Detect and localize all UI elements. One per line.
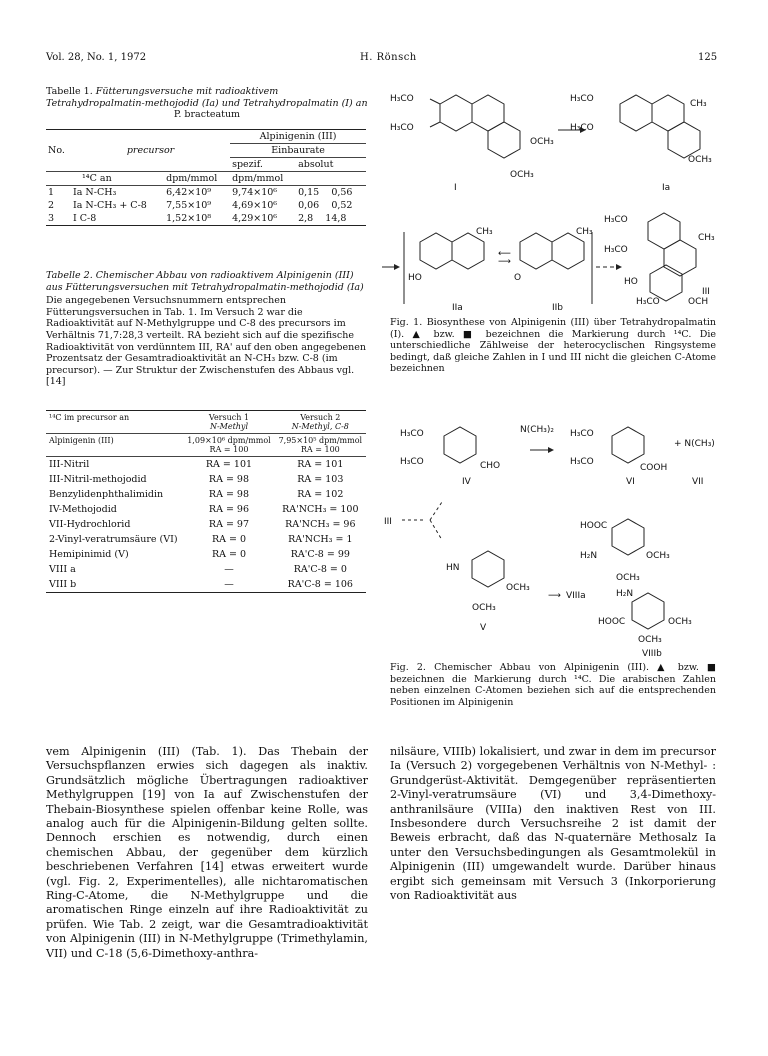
table1-caption-line2: P. bracteatum bbox=[173, 109, 241, 121]
table1-col-einbaurate: Einbaurate bbox=[230, 144, 366, 158]
group-och3: OCH₃ bbox=[688, 155, 712, 165]
table-row bbox=[46, 212, 366, 226]
group-och3: OCH₃ bbox=[530, 137, 554, 147]
body-text-left: vem Alpinigenin (III) (Tab. 1). Das Thebain der Versuchspflanzen erwies sich dagegen als inaktiv. Grundsätzlich mögliche Übertragungen radioaktiver Methylgruppen [19] von Ia auf Zwischenstufen der Thebain-Biosynthese spielen offenbar keine Rolle, was analog auch für die Alpinigenin-Bildung gelten sollte. Dennoch erschien es notwendig, durch einen chemischen Abbau, der gegenüber dem kürzlich beschriebenen Verfahren [14] etwas erweitert wurde (vgl. Fig. 2, Experimentelles), alle nichtaromatischen Ring-C-Atome, die N-Methylgruppe und die aromatischen Ringe einzeln auf ihre Radioaktivität zu prüfen. Wie Tab. 2 zeigt, war die Gesamtradioaktivität von Alpinigenin (III) in N-Methylgruppe (Trimethylamin, VII) und C-18 (5,6-Dimethoxy-anthra- bbox=[46, 745, 368, 960]
structure-label-VIIIb: VIIIb bbox=[642, 649, 662, 659]
group-och3: OCH₃ bbox=[506, 583, 530, 593]
table1-cell: 0,06 bbox=[298, 200, 320, 211]
table2-v1: RA = 0 bbox=[211, 549, 246, 560]
table1-col-precursor: precursor bbox=[126, 145, 175, 156]
figure1-diagram bbox=[380, 82, 730, 312]
table1 bbox=[46, 129, 366, 226]
table2-h-c-an: ¹⁴C im precursor an bbox=[49, 413, 130, 422]
structure-label-III: III bbox=[702, 287, 710, 297]
page-number: 125 bbox=[698, 52, 718, 63]
group-h3co: H₃CO bbox=[400, 429, 424, 439]
table1-cell: 14,8 bbox=[325, 213, 347, 224]
group-ch3: CH₃ bbox=[698, 233, 715, 243]
structure-label-V: V bbox=[480, 623, 487, 633]
table1-cell: 3 bbox=[48, 213, 55, 224]
structure-label-Ia: Ia bbox=[662, 183, 671, 193]
table-row bbox=[46, 186, 366, 200]
table-row bbox=[46, 457, 366, 473]
table1-cell: 0,52 bbox=[331, 200, 353, 211]
table2-name: IV-Methojodid bbox=[49, 504, 117, 515]
structure-IV bbox=[400, 425, 554, 487]
group-nch3: N(CH₃)₂ bbox=[520, 425, 555, 435]
table2-h-v1d: RA = 100 bbox=[209, 445, 249, 454]
group-hooc: HOOC bbox=[580, 521, 608, 531]
table2-caption: Tabelle 2. Chemischer Abbau von radioaktivem Alpinigenin (III) aus Fütterungsversuchen mit Tetrahydropalmatin-methojodid (Ia) bbox=[46, 270, 364, 293]
table1-col-absolut: absolut bbox=[298, 159, 334, 170]
table1-cell: Ia N-CH₃ bbox=[72, 187, 117, 198]
table-row bbox=[46, 532, 366, 547]
table2-note: Die angegebenen Versuchsnummern entsprechen Fütterungsversuchen in Tab. 1. Im Versuch 2 war die Radioaktivität auf N-Methylgruppe und C-8 des precursors im Verhältnis 71,7:28,3 verteilt. RA bezieht sich auf die spezifische Radioaktivität von verdünntem III, RA' auf den oben angegebenen Prozentsatz der Gesamtradioaktivität an N-CH₃ bzw. C-8 (im precursor). — Zur Struktur der Zwischenstufen des Abbaus vgl. [14] bbox=[46, 295, 366, 388]
table1-sub-c-an: ¹⁴C an bbox=[82, 173, 112, 184]
table2-v2: RA'C-8 = 0 bbox=[293, 564, 347, 575]
group-h3co: H₃CO bbox=[570, 457, 594, 467]
group-h3co: H₃CO bbox=[604, 215, 628, 225]
table2-name: VIII b bbox=[49, 579, 77, 590]
group-h2n: H₂N bbox=[580, 551, 598, 561]
group-och3: OCH₃ bbox=[646, 551, 670, 561]
group-h3co: H₃CO bbox=[400, 457, 424, 467]
group-ch3: CH₃ bbox=[690, 99, 707, 109]
structure-VI bbox=[570, 427, 667, 487]
table-row bbox=[46, 547, 366, 562]
table1-cell: 2,8 bbox=[298, 213, 314, 224]
figure2-diagram bbox=[380, 420, 730, 660]
group-och3: OCH₃ bbox=[668, 617, 692, 627]
table2-v2: RA = 103 bbox=[297, 474, 344, 485]
figure2-caption: Fig. 2. Chemischer Abbau von Alpinigenin (III). ▲ bzw. ■ bezeichnen die Markierung durch ¹⁴C. Die arabischen Zahlen neben einzelnen C-Atomen beziehen sich auf die entsprechenden Positionen im Alpinigenin bbox=[390, 662, 716, 708]
table1-cell: 2 bbox=[48, 200, 55, 211]
table1-cell: Ia N-CH₃ + C-8 bbox=[72, 200, 147, 211]
group-h3co: H₃CO bbox=[570, 94, 594, 104]
table2-v2: RA'NCH₃ = 96 bbox=[285, 519, 356, 530]
table2-v2: RA = 101 bbox=[297, 459, 344, 470]
table1-cell: 7,55×10⁹ bbox=[166, 200, 212, 211]
table2-name: Hemipinimid (V) bbox=[49, 549, 129, 560]
group-hn: HN bbox=[446, 563, 460, 573]
group-o: O bbox=[514, 273, 522, 283]
structure-label-VIIIa: VIIIa bbox=[566, 591, 586, 601]
table2-h-v1c: 1,09×10⁶ dpm/mmol bbox=[187, 436, 271, 445]
group-h3co: H₃CO bbox=[390, 123, 414, 133]
table2-name: III-Nitril-methojodid bbox=[49, 474, 147, 485]
table1-cell: 4,69×10⁶ bbox=[232, 200, 278, 211]
table2-name: 2-Vinyl-veratrumsäure (VI) bbox=[49, 534, 178, 545]
structure-V bbox=[446, 551, 530, 633]
table-row bbox=[46, 199, 366, 212]
table2-v2: RA'C-8 = 106 bbox=[287, 579, 353, 590]
table1-group-header: Alpinigenin (III) bbox=[230, 130, 366, 144]
table2-v1: — bbox=[224, 564, 234, 575]
group-ho: HO bbox=[624, 277, 638, 287]
group-h3co: H₃CO bbox=[636, 297, 660, 307]
table2-name: Benzylidenphthalimidin bbox=[49, 489, 164, 500]
svg-text:⟵: ⟵ bbox=[498, 249, 511, 259]
table1-col-spezif: spezif. bbox=[232, 159, 263, 170]
group-hooc: HOOC bbox=[598, 617, 626, 627]
table2-v2: RA'C-8 = 99 bbox=[290, 549, 350, 560]
table2-name: VIII a bbox=[49, 564, 76, 575]
structure-label-I: I bbox=[454, 183, 457, 193]
structure-label-VI: VI bbox=[626, 477, 635, 487]
table-row bbox=[46, 517, 366, 532]
table2-v2: RA'NCH₃ = 100 bbox=[282, 504, 359, 515]
group-h3co: H₃CO bbox=[570, 123, 594, 133]
structure-label-III: III bbox=[384, 517, 392, 527]
structure-IIa bbox=[408, 227, 493, 312]
structure-label-VII: VII bbox=[692, 477, 704, 487]
structure-label-IIa: IIa bbox=[452, 303, 463, 312]
table1-cell: I C-8 bbox=[72, 213, 97, 224]
group-cooh: COOH bbox=[640, 463, 668, 473]
table1-cell: 9,74×10⁶ bbox=[232, 187, 278, 198]
table2-v1: RA = 96 bbox=[208, 504, 250, 515]
author-name: H. Rönsch bbox=[360, 52, 417, 63]
structure-IIb bbox=[514, 227, 593, 312]
group-och3: OCH₃ bbox=[510, 170, 534, 180]
group-cho: CHO bbox=[480, 461, 501, 471]
structure-VIIIb bbox=[598, 589, 692, 659]
table1-caption-text: Fütterungsversuche mit radioaktivem Tetrahydropalmatin-methojodid (Ia) und Tetrahydropalmatin (I) an bbox=[46, 86, 368, 109]
table2-h-v2b: N-Methyl, C-8 bbox=[291, 422, 349, 431]
table2-caption-block bbox=[46, 270, 368, 388]
group-h3co: H₃CO bbox=[604, 245, 628, 255]
table2-h-v2d: RA = 100 bbox=[300, 445, 340, 454]
table1-cell: 0,56 bbox=[331, 187, 353, 198]
table2-v1: RA = 97 bbox=[208, 519, 250, 530]
table-row bbox=[46, 562, 366, 577]
table1-cell: 1,52×10⁸ bbox=[166, 213, 212, 224]
svg-text:⟶: ⟶ bbox=[498, 257, 511, 267]
group-h3co: H₃CO bbox=[390, 94, 414, 104]
table1-cell: 4,29×10⁶ bbox=[232, 213, 278, 224]
journal-volume: Vol. 28, No. 1, 1972 bbox=[46, 52, 147, 63]
table2-v2: RA = 102 bbox=[297, 489, 344, 500]
group-och3: OCH₃ bbox=[616, 573, 640, 583]
group-och3: OCH₃ bbox=[638, 635, 662, 645]
table2-name: VII-Hydrochlorid bbox=[49, 519, 131, 530]
group-ch3: CH₃ bbox=[476, 227, 493, 237]
table2-v1: RA = 98 bbox=[208, 474, 250, 485]
structure-I bbox=[390, 94, 554, 193]
structure-VIIIa bbox=[580, 519, 670, 583]
structure-Ia bbox=[570, 94, 712, 193]
svg-text:⟶: ⟶ bbox=[548, 591, 561, 601]
table2 bbox=[46, 410, 366, 593]
table1-caption-label: Tabelle 1. bbox=[46, 86, 93, 97]
table2-name: III-Nitril bbox=[49, 459, 90, 470]
table2-v2: RA'NCH₃ = 1 bbox=[288, 534, 353, 545]
table2-v1: — bbox=[224, 579, 234, 590]
table2-h-v2: Versuch 2 bbox=[300, 413, 341, 422]
group-och: OCH bbox=[688, 297, 709, 307]
group-och3: OCH₃ bbox=[472, 603, 496, 613]
table-row bbox=[46, 502, 366, 517]
table2-h-v1: Versuch 1 bbox=[208, 413, 250, 422]
group-ho: HO bbox=[408, 273, 422, 283]
table2-v1: RA = 0 bbox=[211, 534, 246, 545]
structure-label-IV: IV bbox=[462, 477, 471, 487]
table-row bbox=[46, 472, 366, 487]
table2-h-alp: Alpinigenin (III) bbox=[49, 436, 114, 445]
group-h3co: H₃CO bbox=[570, 429, 594, 439]
group-nplus: + N(CH₃) bbox=[674, 439, 715, 449]
table1-sub-dpm2: dpm/mmol bbox=[232, 173, 284, 184]
table1-caption bbox=[46, 86, 368, 121]
group-ch3: CH₃ bbox=[576, 227, 593, 237]
table1-sub-dpm1: dpm/mmol bbox=[166, 173, 218, 184]
figure1-caption: Fig. 1. Biosynthese von Alpinigenin (III) über Tetrahydropalmatin (I). ▲ bzw. ■ bezeichnen die Markierung durch ¹⁴C. Die unterschiedliche Zählweise der heterocyclischen Ringsysteme bedingt, daß gleiche Zahlen in I und III nicht die gleichen C-Atome bezeichnen bbox=[390, 317, 716, 375]
table2-v1: RA = 98 bbox=[208, 489, 250, 500]
table1-cell: 1 bbox=[48, 187, 55, 198]
table-row bbox=[46, 487, 366, 502]
body-text-right: nilsäure, VIIIb) lokalisiert, und zwar in dem im precursor Ia (Versuch 2) vorgegebenen Verhältnis von N-Methyl- : Grundgerüst-Aktivität. Demgegenüber repräsentierten 2-Vinyl-veratrumsäure (VI) und 3,4-Dimethoxy-anthranilsäure (VIIIa) den inaktiven Rest von III. Insbesondere durch Versuchsreihe 2 ist damit der Beweis erbracht, daß das N-quaternäre Methosalz Ia unter den Versuchsbedingungen als Gesamtmolekül in Alpinigenin (III) umgewandelt wurde. Darüber hinaus ergibt sich gemeinsam mit Versuch 3 (Inkorporierung von Radioaktivität aus bbox=[390, 745, 716, 903]
table1-cell: 0,15 bbox=[298, 187, 320, 198]
table2-v1: RA = 101 bbox=[205, 459, 253, 470]
structure-III bbox=[604, 213, 715, 307]
group-h2n: H₂N bbox=[616, 589, 634, 599]
table2-h-v1b: N-Methyl bbox=[209, 422, 249, 431]
table1-cell: 6,42×10⁹ bbox=[166, 187, 212, 198]
table1-col-no: No. bbox=[48, 145, 65, 156]
structure-label-IIb: IIb bbox=[552, 303, 564, 312]
table-row bbox=[46, 577, 366, 593]
table2-h-v2c: 7,95×10⁵ dpm/mmol bbox=[278, 436, 363, 445]
